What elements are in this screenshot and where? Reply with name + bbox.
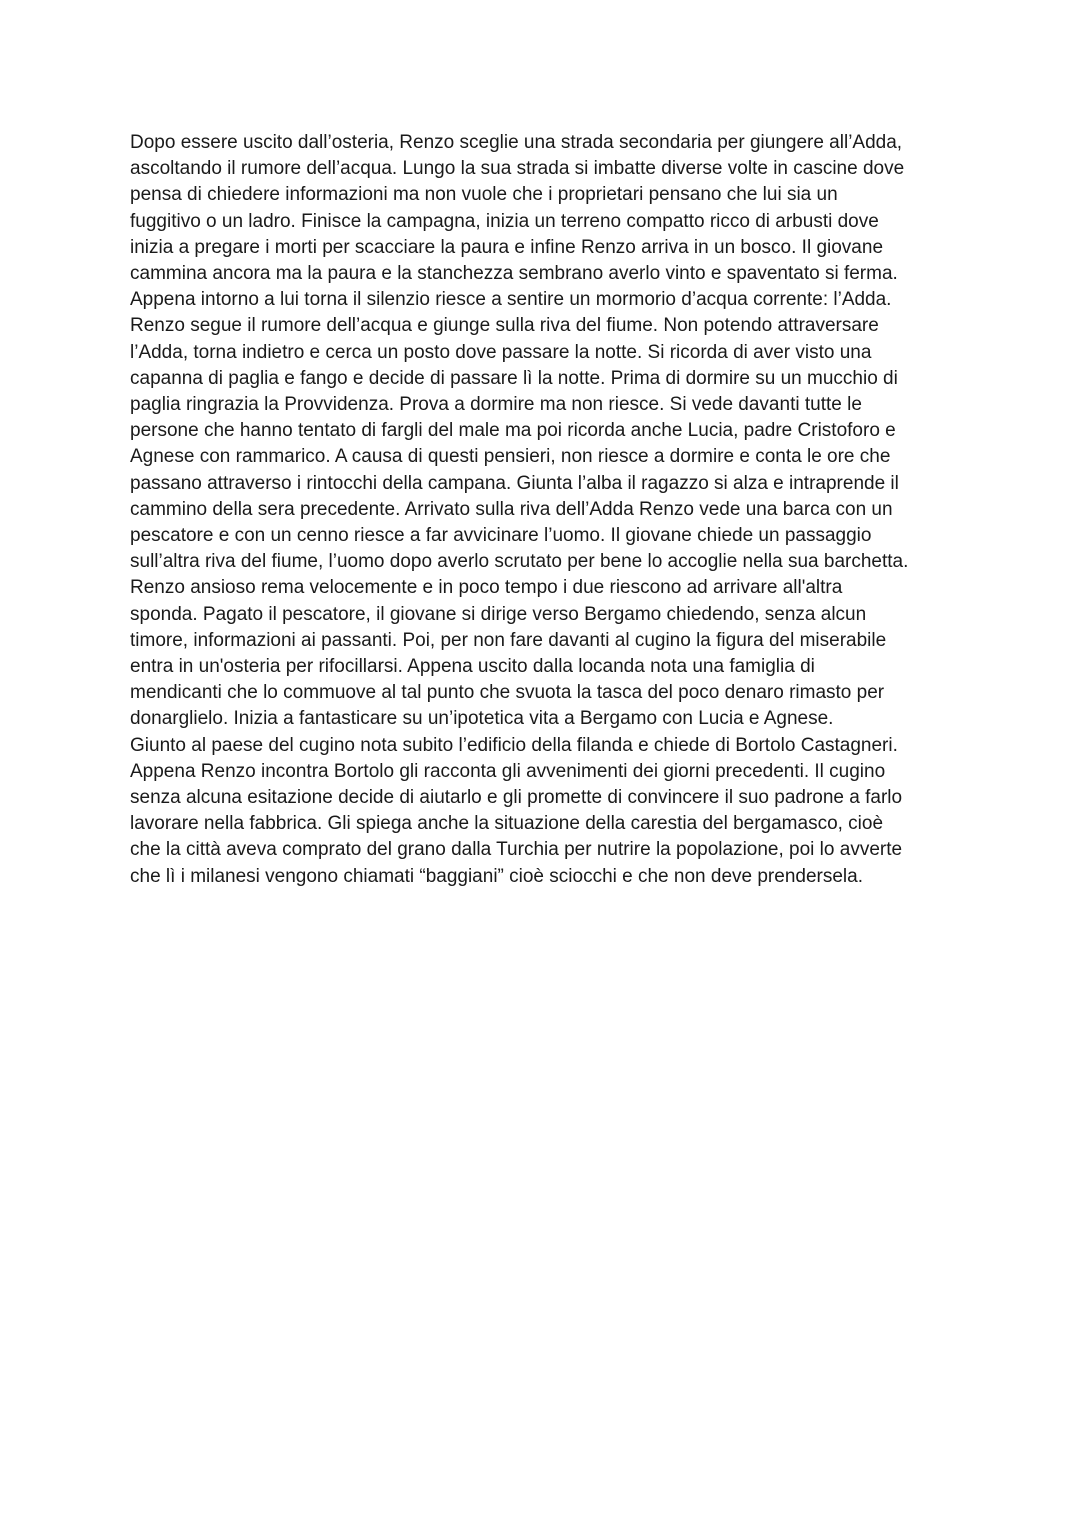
text-line: passano attraverso i rintocchi della campana. Giunta l’alba il ragazzo si alza e intraprende il [130,472,899,494]
text-line: pescatore e con un cenno riesce a far avvicinare l’uomo. Il giovane chiede un passaggio [130,525,872,547]
text-line: sull’altra riva del fiume, l’uomo dopo averlo scrutato per bene lo accoglie nella sua barchetta. [130,551,909,573]
text-line: capanna di paglia e fango e decide di passare lì la notte. Prima di dormire su un mucchio di [130,367,898,389]
text-line: lavorare nella fabbrica. Gli spiega anche la situazione della carestia del bergamasco, cioè [130,813,884,835]
text-line: Appena intorno a lui torna il silenzio riesce a sentire un mormorio d’acqua corrente: l’Adda. [130,289,892,311]
text-line: che la città aveva comprato del grano dalla Turchia per nutrire la popolazione, poi lo avverte [130,839,903,861]
text-line: senza alcuna esitazione decide di aiutarlo e gli promette di convincere il suo padrone a farlo [130,787,903,809]
text-line: inizia a pregare i morti per scacciare la paura e infine Renzo arriva in un bosco. Il giovane [130,236,884,258]
text-line: entra in un'osteria per rifocillarsi. Appena uscito dalla locanda nota una famiglia di [130,656,815,678]
text-line: l’Adda, torna indietro e cerca un posto dove passare la notte. Si ricorda di aver visto una [130,341,872,363]
text-line: donarglielo. Inizia a fantasticare su un’ipotetica vita a Bergamo con Lucia e Agnese. [130,708,834,730]
text-line: fuggitivo o un ladro. Finisce la campagna, inizia un terreno compatto ricco di arbusti dove [130,210,879,232]
text-line: cammina ancora ma la paura e la stanchezza sembrano averlo vinto e spaventato si ferma. [130,263,898,285]
text-line: timore, informazioni ai passanti. Poi, per non fare davanti al cugino la figura del miserabile [130,629,887,651]
text-line: persone che hanno tentato di fargli del male ma poi ricorda anche Lucia, padre Cristoforo e [130,420,896,442]
text-line: ascoltando il rumore dell’acqua. Lungo la sua strada si imbatte diverse volte in cascine dove [130,158,905,180]
text-line: Dopo essere uscito dall’osteria, Renzo sceglie una strada secondaria per giungere all’Adda, [130,132,903,153]
text-line: Appena Renzo incontra Bortolo gli racconta gli avvenimenti dei giorni precedenti. Il cugino [130,760,886,782]
text-line: cammino della sera precedente. Arrivato sulla riva dell’Adda Renzo vede una barca con un [130,498,893,520]
text-line: mendicanti che lo commuove al tal punto che svuota la tasca del poco denaro rimasto per [130,682,885,704]
text-line: Agnese con rammarico. A causa di questi pensieri, non riesce a dormire e conta le ore che [130,446,891,468]
text-line: pensa di chiedere informazioni ma non vuole che i proprietari pensano che lui sia un [130,184,838,206]
text-line: Giunto al paese del cugino nota subito l’edificio della filanda e chiede di Bortolo Castagneri. [130,734,898,756]
text-line: paglia ringrazia la Provvidenza. Prova a dormire ma non riesce. Si vede davanti tutte le [130,394,862,416]
text-line: che lì i milanesi vengono chiamati “baggiani” cioè sciocchi e che non deve prendersela. [130,865,863,887]
text-line: sponda. Pagato il pescatore, il giovane si dirige verso Bergamo chiedendo, senza alcun [130,603,867,625]
text-line: Renzo segue il rumore dell’acqua e giunge sulla riva del fiume. Non potendo attraversare [130,315,879,337]
text-line: Renzo ansioso rema velocemente e in poco tempo i due riescono ad arrivare all'altra [130,577,843,599]
body-paragraph [130,130,990,890]
